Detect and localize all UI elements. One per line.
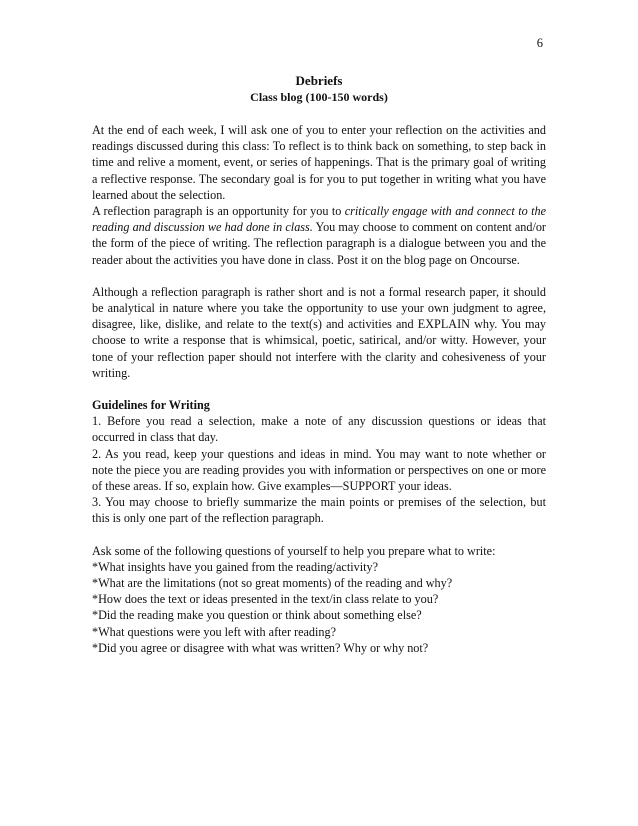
page-title: Debriefs [295, 73, 343, 88]
document-body [92, 72, 546, 656]
questions-intro: Ask some of the following questions of yourself to help you prepare what to write: [92, 543, 496, 558]
guideline-item: 1. Before you read a selection, make a note of any discussion questions or ideas that occurred in class that day. [92, 414, 546, 445]
question-item: *What insights have you gained from the reading/activity? [92, 559, 378, 574]
guideline-item: 3. You may choose to briefly summarize the main points or premises of the selection, but this is only one part of the reflection paragraph. [92, 495, 546, 526]
page-number: 6 [536, 36, 543, 50]
reflection-text-end: You may choose to comment on content and/or the form of the piece of writing. The reflection paragraph is a dialogue between you and the reader about the activities you have done in class. Post it on the blog page on Oncourse. [92, 220, 546, 267]
reflection-emphasis: critically engage with and connect to the reading and discussion we had done in class. [92, 204, 546, 235]
guidelines-heading: Guidelines for Writing [92, 398, 210, 413]
question-item: *How does the text or ideas presented in the text/in class relate to you? [92, 592, 439, 607]
question-item: *Did the reading make you question or think about something else? [92, 608, 422, 623]
page-subtitle: Class blog (100-150 words) [250, 90, 388, 104]
paragraph-spacer [92, 527, 546, 543]
paragraph-spacer [92, 268, 546, 284]
intro-paragraph: At the end of each week, I will ask one of you to enter your reflection on the activities and readings discussed during this class: To reflect is to think back on something, to step back in time and relive a moment, event, or series of happenings. That is the primary goal of writing a reflective response. The secondary goal is for you to put together in writing what you have learned about the selection. [92, 123, 546, 202]
reflection-paragraph [92, 203, 546, 268]
question-item: *What questions were you left with after reading? [92, 624, 336, 639]
analysis-paragraph: Although a reflection paragraph is rather short and is not a formal research paper, it should be analytical in nature where you take the opportunity to use your own judgment to agree, disagree, like, dislike, and relate to the text(s) and activities and EXPLAIN why. You may choose to write a response that is whimsical, poetic, satirical, and/or witty. However, your tone of your reflection paper should not interfere with the clarity and cohesiveness of your writing. [92, 284, 546, 380]
question-item: *What are the limitations (not so great moments) of the reading and why? [92, 576, 453, 591]
guideline-item: 2. As you read, keep your questions and ideas in mind. You may want to note whether or note the piece you are reading provides you with information or perspectives on one or more of these areas. If so, explain how. Give examples—SUPPORT your ideas. [92, 446, 546, 494]
reflection-text-start: A reflection paragraph is an opportunity for you to [92, 204, 345, 219]
paragraph-spacer [92, 381, 546, 397]
question-item: *Did you agree or disagree with what was written? Why or why not? [92, 640, 429, 655]
